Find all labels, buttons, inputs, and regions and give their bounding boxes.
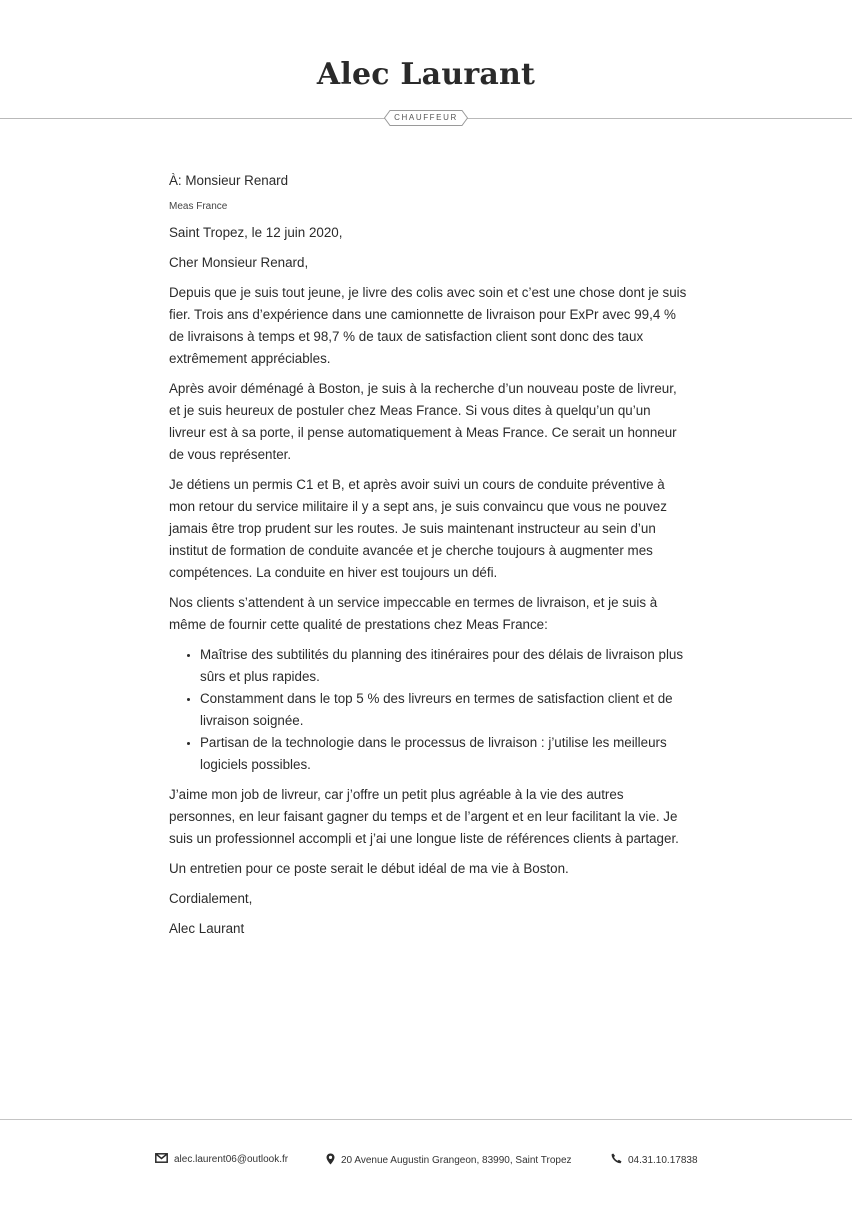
map-pin-icon (326, 1153, 335, 1168)
paragraph: Un entretien pour ce poste serait le début idéal de ma vie à Boston. (169, 861, 569, 876)
recipient: À: Monsieur Renard (169, 173, 289, 188)
paragraph: Après avoir déménagé à Boston, je suis à la recherche d’un nouveau poste de livreur, et je suis heureux de postuler chez Meas France. Si vous dites à quelqu’un qu’un livreur est à sa porte, il pense automatiquement à Meas France. Ce serait un honneur de vous représenter. (169, 381, 677, 462)
envelope-icon (155, 1153, 168, 1166)
list-item: • Maîtrise des subtilités du planning des itinéraires pour des délais de livraison plus sûrs et plus rapides. (200, 644, 689, 688)
address-text: 20 Avenue Augustin Grangeon, 83990, Saint Tropez (341, 1155, 572, 1166)
paragraph: Nos clients s’attendent à un service impeccable en termes de livraison, et je suis à même de fournir cette qualité de prestations chez Meas France: (169, 595, 658, 632)
qualities-list (169, 644, 689, 776)
job-title: CHAUFFEUR (394, 113, 458, 122)
list-item: • Partisan de la technologie dans le processus de livraison : j’utilise les meilleurs logiciels possibles. (200, 732, 689, 776)
email-text: alec.laurent06@outlook.fr (174, 1154, 289, 1165)
footer-address (326, 1153, 572, 1168)
footer-contact (0, 1150, 852, 1172)
phone-icon (611, 1153, 622, 1167)
header-name: Alec Laurant (316, 57, 536, 92)
footer-email[interactable] (155, 1153, 288, 1166)
company-name: Meas France (169, 201, 228, 212)
phone-text: 04.31.10.17838 (628, 1154, 698, 1166)
job-title-badge (384, 110, 468, 126)
footer-phone[interactable] (611, 1153, 698, 1167)
paragraph: J’aime mon job de livreur, car j’offre un petit plus agréable à la vie des autres personnes, en leur faisant gagner du temps et de l’argent et en leur facilitant la vie. Je suis un professionnel accompli et j’ai une longue liste de références clients à partager. (169, 787, 679, 846)
footer-rule (0, 1119, 852, 1120)
signoff: Cordialement, (169, 891, 253, 906)
date-line: Saint Tropez, le 12 juin 2020, (169, 225, 343, 240)
signature: Alec Laurant (169, 921, 245, 936)
list-item: • Constamment dans le top 5 % des livreurs en termes de satisfaction client et de livraison soignée. (200, 688, 689, 732)
letter-body (169, 170, 689, 948)
salutation: Cher Monsieur Renard, (169, 255, 309, 270)
paragraph: Je détiens un permis C1 et B, et après avoir suivi un cours de conduite préventive à mon retour du service militaire il y a sept ans, je suis convaincu que vous ne pouvez jamais être trop prudent sur les routes. Je suis maintenant instructeur au sein d’un institut de formation de conduite avancée et je cherche toujours à augmenter mes compétences. La conduite en hiver est toujours un défi. (169, 477, 667, 580)
paragraph: Depuis que je suis tout jeune, je livre des colis avec soin et c’est une chose dont je suis fier. Trois ans d’expérience dans une camionnette de livraison pour ExPr avec 99,4 % de livraisons à temps et 98,7 % de taux de satisfaction client sont donc des taux extrêmement appréciables. (169, 285, 687, 366)
